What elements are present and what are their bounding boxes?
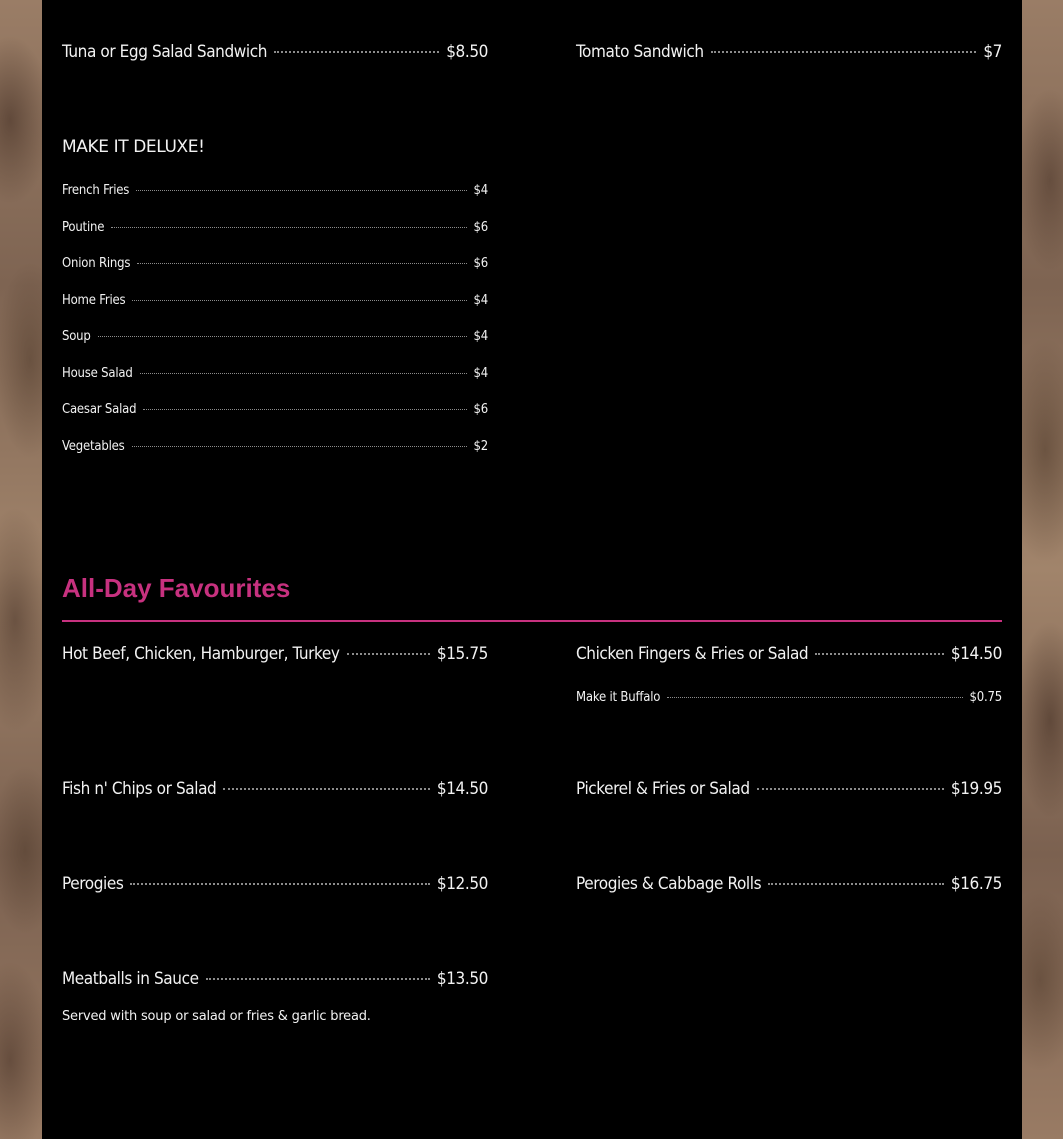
deluxe-item-caesar-salad [62, 402, 488, 417]
item-price: $12.50 [436, 874, 488, 894]
item-name: Meatballs in Sauce [62, 969, 199, 989]
item-price: $6 [473, 220, 488, 235]
item-name: Poutine [62, 220, 105, 235]
dot-leader [98, 336, 467, 337]
dot-leader [757, 788, 944, 790]
item-price: $13.50 [436, 969, 488, 989]
dot-leader [140, 373, 467, 374]
dot-leader [223, 788, 430, 790]
section-divider [62, 620, 1002, 622]
item-price: $7 [983, 42, 1002, 62]
menu-item-tuna-egg-sandwich [62, 42, 488, 62]
item-price: $4 [473, 329, 488, 344]
dot-leader [132, 300, 466, 301]
meatballs-description: Served with soup or salad or fries & garlic bread. [62, 1009, 371, 1024]
dot-leader [274, 51, 439, 53]
dot-leader [347, 653, 430, 655]
item-name: Hot Beef, Chicken, Hamburger, Turkey [62, 644, 340, 664]
dot-leader [132, 446, 467, 447]
menu-item-tomato-sandwich [576, 42, 1002, 62]
dot-leader [137, 263, 466, 264]
item-name: Tomato Sandwich [576, 42, 704, 62]
menu-item-pickerel [576, 779, 1002, 799]
menu-item-chicken-fingers [576, 644, 1002, 664]
menu-addon-make-it-buffalo [576, 690, 1002, 705]
menu-item-fish-n-chips [62, 779, 488, 799]
deluxe-item-french-fries [62, 183, 488, 198]
section-title-all-day-favourites: All-Day Favourites [62, 573, 291, 603]
menu-item-perogies [62, 874, 488, 894]
deluxe-item-vegetables [62, 439, 488, 454]
item-name: House Salad [62, 366, 133, 381]
dot-leader [667, 697, 962, 698]
item-price: $2 [473, 439, 488, 454]
dot-leader [130, 883, 429, 885]
dot-leader [136, 190, 466, 191]
item-name: Perogies [62, 874, 124, 894]
item-price: $4 [473, 293, 488, 308]
item-price: $0.75 [969, 690, 1002, 705]
menu-item-meatballs [62, 969, 488, 989]
dot-leader [143, 409, 466, 410]
deluxe-heading: MAKE IT DELUXE! [62, 137, 205, 157]
item-price: $19.95 [950, 779, 1002, 799]
item-name: Chicken Fingers & Fries or Salad [576, 644, 809, 664]
item-price: $6 [473, 402, 488, 417]
item-name: Home Fries [62, 293, 126, 308]
item-price: $14.50 [950, 644, 1002, 664]
item-name: Fish n' Chips or Salad [62, 779, 217, 799]
item-name: Onion Rings [62, 256, 131, 271]
dot-leader [768, 883, 944, 885]
deluxe-item-poutine [62, 220, 488, 235]
dot-leader [815, 653, 944, 655]
item-name: Make it Buffalo [576, 690, 661, 705]
dot-leader [111, 227, 466, 228]
deluxe-item-home-fries [62, 293, 488, 308]
dot-leader [206, 978, 430, 980]
item-name: Pickerel & Fries or Salad [576, 779, 750, 799]
deluxe-item-soup [62, 329, 488, 344]
item-price: $6 [473, 256, 488, 271]
item-name: Soup [62, 329, 91, 344]
item-name: Tuna or Egg Salad Sandwich [62, 42, 268, 62]
item-price: $15.75 [436, 644, 488, 664]
menu-item-perogies-cabbage-rolls [576, 874, 1002, 894]
dot-leader [711, 51, 977, 53]
item-price: $16.75 [950, 874, 1002, 894]
item-name: Vegetables [62, 439, 125, 454]
menu-item-hot-beef [62, 644, 488, 664]
item-name: Perogies & Cabbage Rolls [576, 874, 762, 894]
item-price: $14.50 [436, 779, 488, 799]
item-price: $4 [473, 366, 488, 381]
deluxe-item-house-salad [62, 366, 488, 381]
item-price: $4 [473, 183, 488, 198]
item-name: French Fries [62, 183, 130, 198]
item-price: $8.50 [446, 42, 488, 62]
item-name: Caesar Salad [62, 402, 137, 417]
deluxe-item-onion-rings [62, 256, 488, 271]
